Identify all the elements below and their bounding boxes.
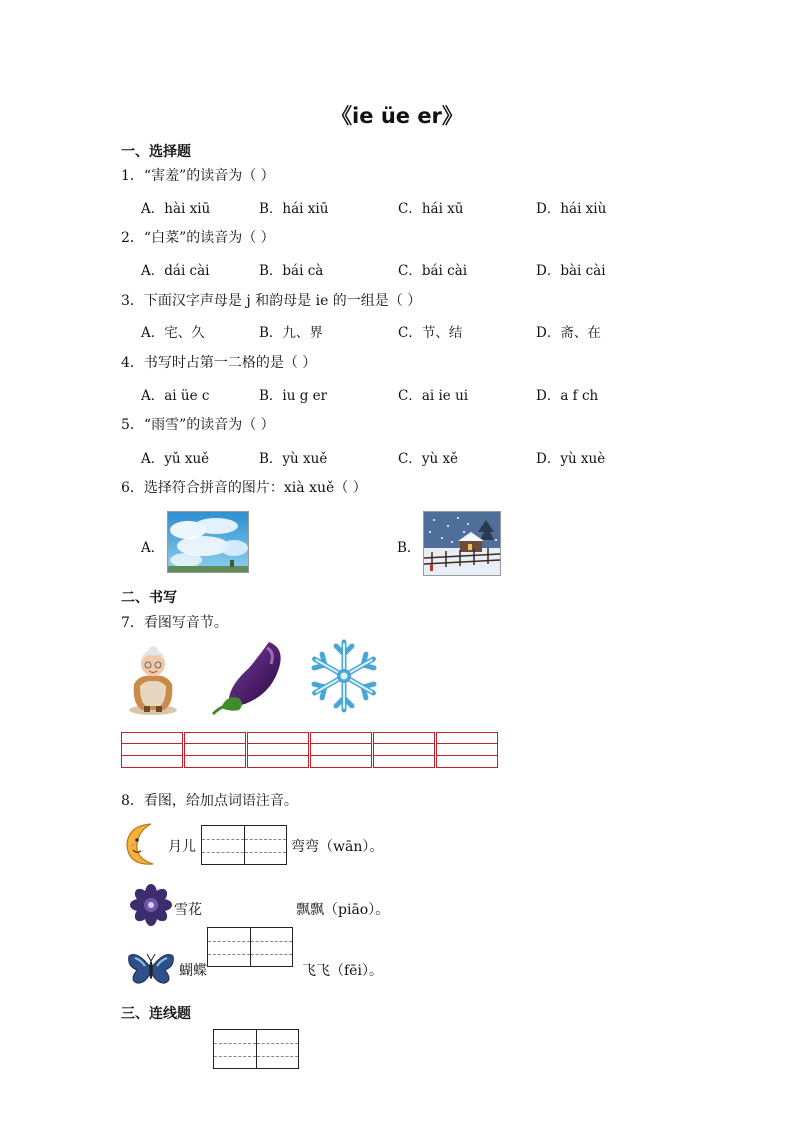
eggplant-image <box>209 638 285 718</box>
writing-cell[interactable] <box>184 732 246 768</box>
q4-option-a[interactable]: A．ai üe c <box>141 388 210 404</box>
page-title: 《ie üe er》 <box>331 104 463 128</box>
writing-cell[interactable] <box>436 732 498 768</box>
q5-option-d[interactable]: D．yù xuè <box>536 451 606 467</box>
q4-option-d[interactable]: D．a f ch <box>536 388 599 404</box>
writing-cell[interactable] <box>247 732 309 768</box>
q2-option-b[interactable]: B．bái cà <box>259 263 324 279</box>
pinyin-writing-grid <box>121 732 509 770</box>
q2-option-c[interactable]: C．bái cài <box>398 263 468 279</box>
q5-option-b[interactable]: B．yù xuě <box>259 451 328 467</box>
q1-option-d[interactable]: D．hái xiù <box>536 201 607 217</box>
butterfly-suffix: 飞飞（fēi）。 <box>302 963 383 979</box>
clouds-image[interactable] <box>167 511 249 573</box>
question-7-stem: 7．看图写音节。 <box>121 615 228 631</box>
snow-scene-image[interactable] <box>423 511 501 576</box>
q3-option-d[interactable]: D．斋、在 <box>536 325 601 341</box>
section-heading-matching: 三、连线题 <box>121 1006 191 1022</box>
q1-option-b[interactable]: B．hái xiū <box>259 201 329 217</box>
question-6-stem: 6．选择符合拼音的图片：xià xuě（ ） <box>121 480 367 496</box>
question-3-stem: 3．下面汉字声母是 j 和韵母是 ie 的一组是（ ） <box>121 293 422 309</box>
butterfly-word: 蝴蝶 <box>179 963 207 979</box>
section-heading-writing: 二、书写 <box>121 590 177 606</box>
question-2-stem: 2．“白菜”的读音为（ ） <box>121 230 275 246</box>
writing-cell[interactable] <box>121 732 183 768</box>
q3-option-b[interactable]: B．九、界 <box>259 325 323 341</box>
moon-word: 月儿 <box>168 839 196 855</box>
writing-cell[interactable] <box>373 732 435 768</box>
q4-option-c[interactable]: C．ai ie ui <box>398 388 469 404</box>
q1-option-c[interactable]: C．hái xū <box>398 201 464 217</box>
question-8-stem: 8．看图，给加点词语注音。 <box>121 793 298 809</box>
pinyin-answer-box-2[interactable] <box>207 927 293 967</box>
question-4-stem: 4．书写时占第一二格的是（ ） <box>121 355 317 371</box>
q3-option-c[interactable]: C．节、结 <box>398 325 463 341</box>
q5-option-a[interactable]: A．yǔ xuě <box>141 451 210 467</box>
writing-cell[interactable] <box>310 732 372 768</box>
flower-icon <box>130 884 172 926</box>
q6-option-b[interactable]: B． <box>397 540 421 556</box>
question-5-stem: 5．“雨雪”的读音为（ ） <box>121 417 275 433</box>
q1-option-a[interactable]: A．hài xiū <box>141 201 211 217</box>
snowflower-word: 雪花 <box>174 902 202 918</box>
moon-suffix: 弯弯（wān）。 <box>291 839 384 855</box>
pinyin-answer-box-1[interactable] <box>201 825 287 865</box>
q5-option-c[interactable]: C．yù xě <box>398 451 459 467</box>
snowflake-image <box>307 638 381 714</box>
q2-option-d[interactable]: D．bài cài <box>536 263 606 279</box>
q2-option-a[interactable]: A．dái cài <box>141 263 210 279</box>
q3-option-a[interactable]: A．宅、久 <box>141 325 205 341</box>
q4-option-b[interactable]: B．iu g er <box>259 388 328 404</box>
grandma-image <box>128 644 178 716</box>
question-1-stem: 1．“害羞”的读音为（ ） <box>121 168 275 184</box>
snowflower-suffix: 飘飘（piāo）。 <box>296 902 390 918</box>
butterfly-icon <box>127 950 175 986</box>
q6-option-a[interactable]: A． <box>141 540 165 556</box>
section-heading-choice: 一、选择题 <box>121 144 191 160</box>
pinyin-answer-box-3[interactable] <box>213 1029 299 1069</box>
moon-icon <box>121 820 165 868</box>
